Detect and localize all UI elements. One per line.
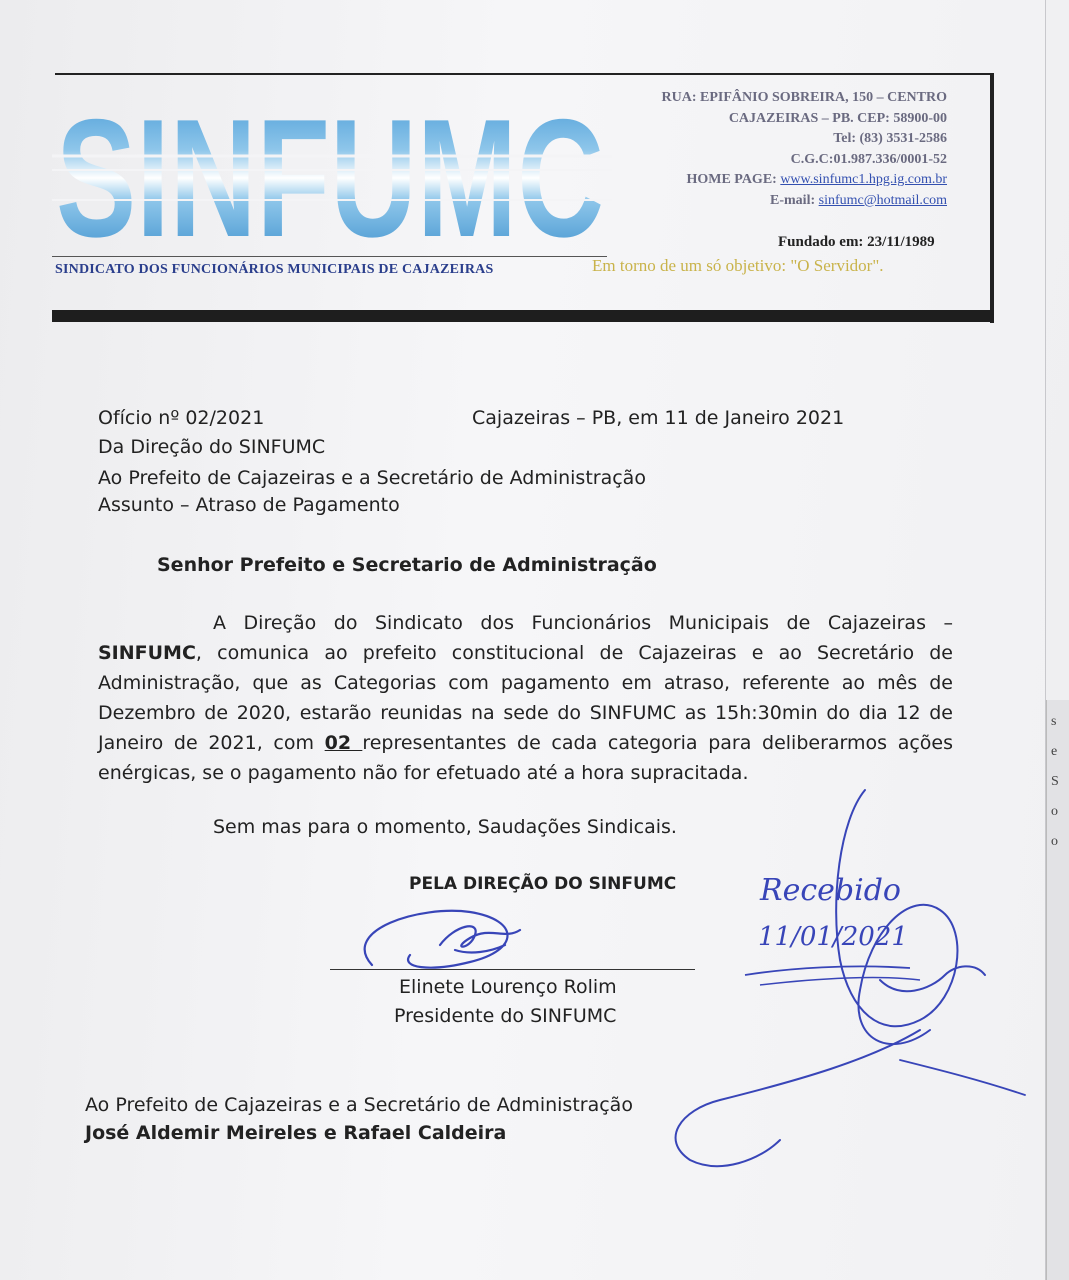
- email-label: E-mail:: [770, 192, 819, 208]
- receipt-word: Recebido: [760, 873, 901, 908]
- edge-fragment: o: [1051, 804, 1058, 819]
- closing-line: Sem mas para o momento, Saudações Sindicais.: [213, 816, 677, 838]
- body-line-2-rest: , comunica ao prefeito constitucional de Cajazeiras e ao Secretário de: [195, 642, 953, 664]
- to-line: Ao Prefeito de Cajazeiras e a Secretário de Administração: [98, 467, 646, 489]
- phone-line: Tel: (83) 3531-2586: [833, 131, 947, 146]
- body-line-5-pre: Janeiro de 2021, com: [98, 732, 325, 754]
- logo-text: SINFUMC: [56, 108, 604, 248]
- receipt-date: 11/01/2021: [758, 922, 908, 952]
- body-line-3: Administração, que as Categorias com pagamento em atraso, referente ao mês de: [98, 672, 953, 694]
- edge-fragment: o: [1051, 834, 1058, 849]
- city-line: CAJAZEIRAS – PB. CEP: 58900-00: [728, 110, 947, 126]
- from-line: Da Direção do SINFUMC: [98, 436, 326, 458]
- body-line-5-post: representantes de cada categoria para deliberarmos ações: [362, 732, 953, 754]
- subject-line: Assunto – Atraso de Pagamento: [98, 494, 400, 516]
- signatory-title: Presidente do SINFUMC: [394, 1005, 617, 1027]
- body-line-4: Dezembro de 2020, estarão reunidas na sede do SINFUMC as 15h:30min do dia 12 de: [98, 702, 953, 724]
- cgc-line: C.G.C:01.987.336/0001-52: [790, 151, 947, 167]
- addressee-names: José Aldemir Meireles e Rafael Caldeira: [85, 1122, 507, 1144]
- homepage-link[interactable]: www.sinfumc1.hpg.ig.com.br: [780, 172, 947, 187]
- edge-fragment: e: [1051, 744, 1058, 759]
- place-date: Cajazeiras – PB, em 11 de Janeiro 2021: [472, 407, 845, 429]
- edge-fragment: s: [1051, 714, 1057, 729]
- body-line-1: A Direção do Sindicato dos Funcionários Municipais de Cajazeiras –: [213, 612, 953, 634]
- signature-by: PELA DIREÇÃO DO SINFUMC: [409, 874, 677, 894]
- president-signature: [365, 911, 520, 968]
- address-line: RUA: EPIFÂNIO SOBREIRA, 150 – CENTRO: [661, 90, 947, 105]
- homepage-label: HOME PAGE:: [686, 172, 781, 187]
- edge-fragment: S: [1051, 774, 1059, 789]
- adjacent-page-edge: [1046, 700, 1069, 1280]
- representatives-count: 02: [324, 732, 363, 754]
- signatory-name: Elinete Lourenço Rolim: [399, 976, 617, 998]
- org-fullname: SINDICATO DOS FUNCIONÁRIOS MUNICIPAIS DE CAJAZEIRAS: [55, 262, 494, 277]
- addressee-line: Ao Prefeito de Cajazeiras e a Secretário de Administração: [85, 1094, 633, 1116]
- body-line-6: enérgicas, se o pagamento não for efetuado até a hora supracitada.: [98, 762, 749, 784]
- oficio-number: Ofício nº 02/2021: [98, 407, 265, 429]
- salutation: Senhor Prefeito e Secretario de Administração: [157, 554, 657, 576]
- founded-date: Fundado em: 23/11/1989: [778, 234, 935, 250]
- motto: Em torno de um só objetivo: "O Servidor".: [592, 256, 884, 275]
- email-link[interactable]: sinfumc@hotmail.com: [818, 192, 947, 208]
- org-acronym: SINFUMC: [98, 642, 196, 664]
